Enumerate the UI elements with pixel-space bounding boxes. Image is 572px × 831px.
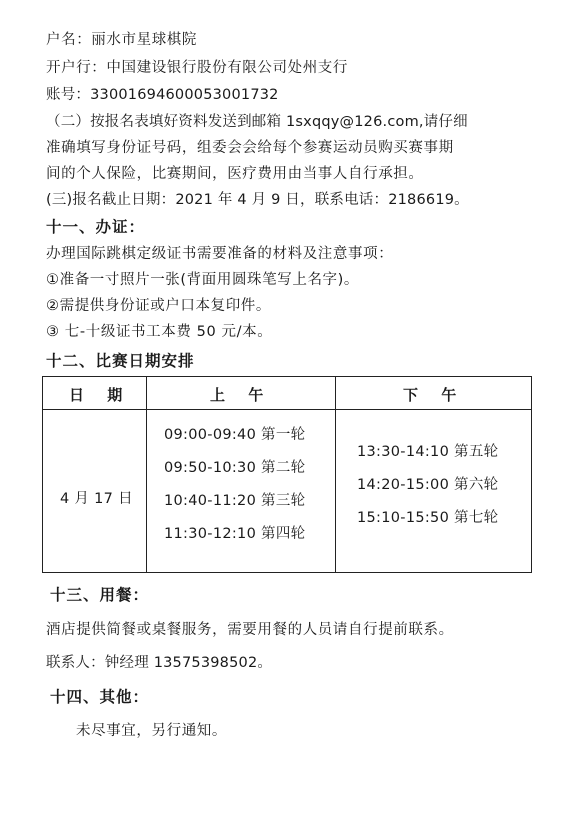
account-number: 账号：33001694600053001732 — [46, 87, 279, 103]
header-afternoon: 下 午 — [403, 386, 458, 404]
table-column-divider-1 — [146, 377, 147, 572]
registration-item2-line2: 准确填写身份证号码，组委会会给每个参赛运动员购买赛事期 — [46, 140, 454, 156]
section11-item1: ①准备一寸照片一张(背面用圆珠笔写上名字)。 — [46, 272, 360, 288]
section12-title: 十二、比赛日期安排 — [46, 352, 195, 370]
afternoon-round-5: 13:30-14:10 第五轮 — [357, 444, 499, 460]
account-name: 户名：丽水市星球棋院 — [46, 32, 197, 48]
section11-intro: 办理国际跳棋定级证书需要准备的材料及注意事项： — [46, 246, 394, 262]
header-date: 日 期 — [69, 386, 124, 404]
account-bank: 开户行：中国建设银行股份有限公司处州支行 — [46, 60, 348, 76]
registration-item2-line1: （二）按报名表填好资料发送到邮箱 1sxqqy@126.com,请仔细 — [46, 114, 468, 130]
section11-title: 十一、办证： — [46, 218, 146, 236]
header-morning: 上 午 — [210, 386, 265, 404]
morning-round-4: 11:30-12:10 第四轮 — [164, 526, 306, 542]
schedule-table — [42, 376, 532, 573]
table-column-divider-2 — [335, 377, 336, 572]
registration-item2-line3: 间的个人保险，比赛期间，医疗费用由当事人自行承担。 — [46, 166, 424, 182]
section14-text: 未尽事宜，另行通知。 — [76, 723, 227, 739]
afternoon-round-7: 15:10-15:50 第七轮 — [357, 510, 499, 526]
morning-round-2: 09:50-10:30 第二轮 — [164, 460, 306, 476]
section11-item2: ②需提供身份证或户口本复印件。 — [46, 298, 271, 314]
morning-round-1: 09:00-09:40 第一轮 — [164, 427, 306, 443]
section13-contact: 联系人：钟经理 13575398502。 — [46, 655, 273, 671]
section14-title: 十四、其他： — [50, 688, 150, 706]
table-header-divider — [43, 409, 531, 410]
registration-item3: (三)报名截止日期：2021 年 4 月 9 日，联系电话：2186619。 — [46, 192, 469, 208]
section11-item3: ③ 七-十级证书工本费 50 元/本。 — [46, 324, 273, 340]
morning-round-3: 10:40-11:20 第三轮 — [164, 493, 306, 509]
section13-title: 十三、用餐： — [50, 586, 150, 604]
section13-text: 酒店提供简餐或桌餐服务，需要用餐的人员请自行提前联系。 — [46, 622, 454, 638]
afternoon-round-6: 14:20-15:00 第六轮 — [357, 477, 499, 493]
schedule-date: 4 月 17 日 — [60, 491, 133, 507]
